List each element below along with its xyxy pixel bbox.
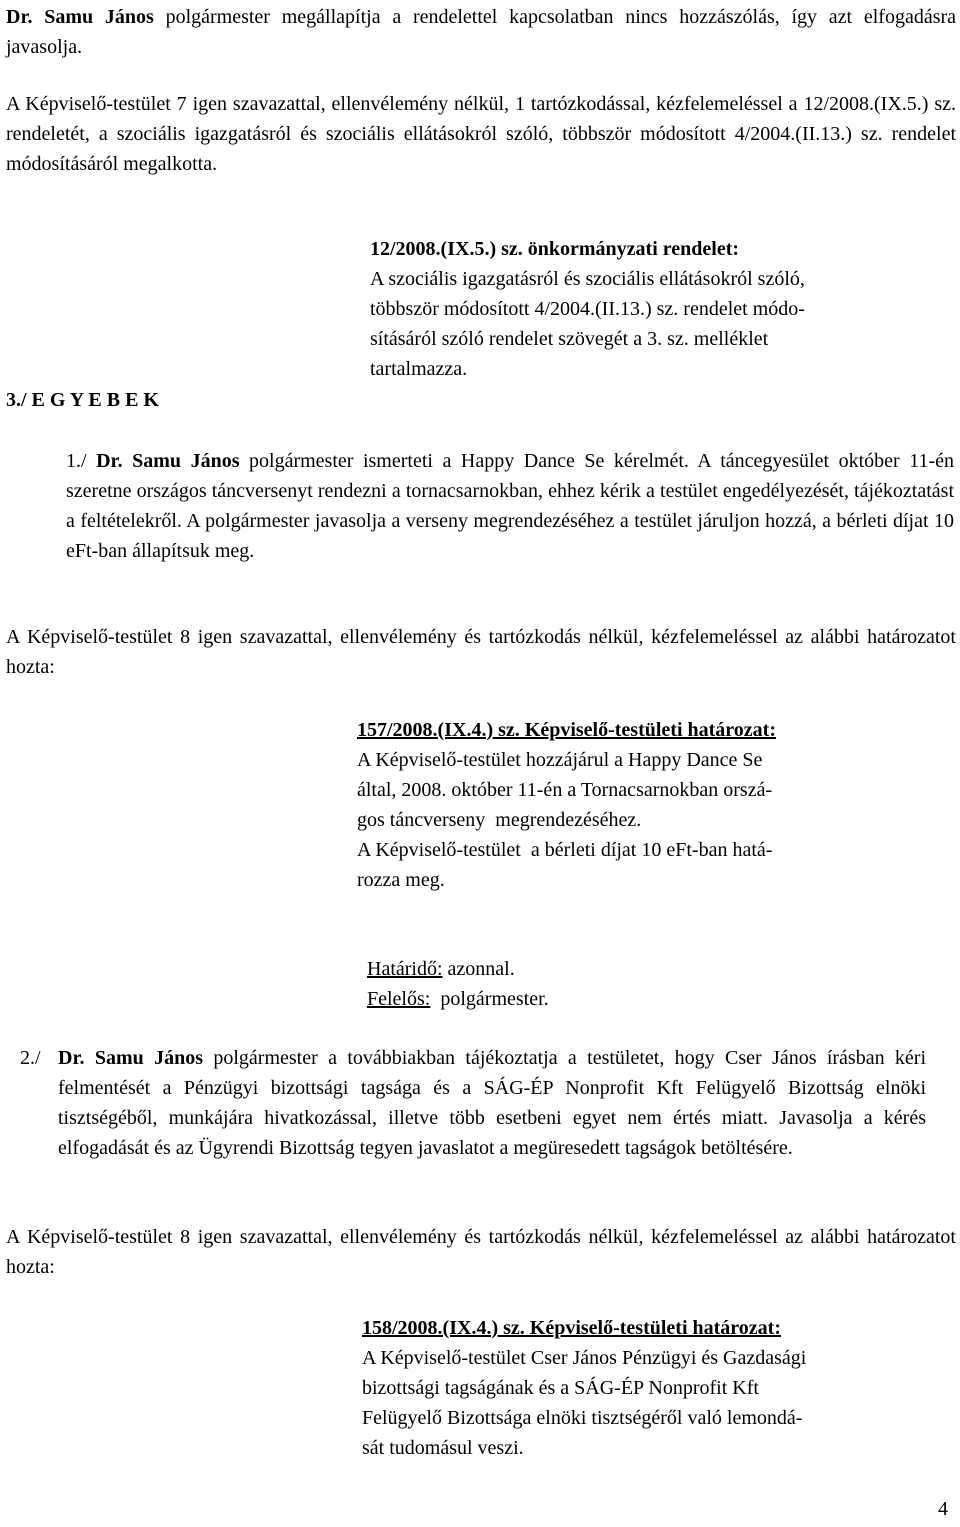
mayor-name: Samu János [84,1047,203,1069]
resolution-line: A Képviselő-testület Cser János Pénzügyi és Gazdasági [362,1347,807,1369]
paragraph-text: polgármester megállapítja a rendelettel kapcsolatban nincs hozzászólás, így azt elfogadásra javasolja. [6,6,957,58]
paragraph-mayor-statement [6,2,956,62]
resolution-line: gos táncverseny megrendezéséhez. [357,809,642,831]
agenda-item-1 [66,446,954,566]
section-heading: 3./ E G Y E B E K [6,389,159,411]
decree-line: többször módosított 4/2004.(II.13.) sz. rendelet módo- [370,298,805,320]
resolution-line: A Képviselő-testület hozzájárul a Happy Dance Se [357,749,763,771]
decree-line: sításáról szóló rendelet szövegét a 3. sz. melléklet [370,328,769,350]
mayor-name: Samu János [122,450,240,472]
deadline-label: Határidő: [367,958,443,980]
mayor-title: Dr. [58,1047,85,1069]
paragraph-text: polgármester a továbbiakban tájékoztatja a testületet, hogy Cser János írásban kéri felmentését a Pénzügyi bizottsági tagsága és a SÁG-ÉP Nonprofit Kft Felügyelő Bizottság elnöki tisztségéből, munkájára hivatkozással, illetve több esetbeni egyet nem értés miatt. Javasolja a kérés elfogadását és az Ügyrendi Bizottság tegyen javaslatot a megüresedett tagságok betöltésére. [58,1047,927,1159]
responsible-label: Felelős: [367,988,431,1010]
resolution-line: Felügyelő Bizottsága elnöki tisztségéről való lemondá- [362,1407,803,1429]
item-number: 2./ [20,1047,46,1069]
paragraph-vote: A Képviselő-testület 8 igen szavazattal, ellenvélemény és tartózkodás nélkül, kézfelemeléssel az alábbi határozatot hozta: [6,1226,956,1278]
resolution-line: bizottsági tagságának és a SÁG-ÉP Nonprofit Kft [362,1377,759,1399]
agenda-item-2-text [58,1043,926,1163]
resolution-158 [362,1313,942,1463]
item-number: 1./ [66,450,97,472]
deadline-value: azonnal. [442,958,515,980]
resolution-title: 157/2008.(IX.4.) sz. Képviselő-testületi határozat: [357,719,777,741]
mayor-title: Dr. [96,450,123,472]
responsible-value: polgármester. [430,988,549,1010]
decree-line: A szociális igazgatásról és szociális ellátásokról szóló, [370,268,805,290]
mayor-name: Dr. Samu János [6,6,154,28]
decree-block [370,234,960,384]
page-number: 4 [938,1498,948,1520]
resolution-line: sát tudomásul veszi. [362,1437,524,1459]
resolution-line: rozza meg. [357,869,445,891]
resolution-title: 158/2008.(IX.4.) sz. Képviselő-testületi határozat: [362,1317,782,1339]
resolution-line: által, 2008. október 11-én a Tornacsarnokban orszá- [357,779,773,801]
resolution-line: A Képviselő-testület a bérleti díjat 10 eFt-ban hatá- [357,839,773,861]
responsible-row [357,954,549,1014]
paragraph-vote-decree: A Képviselő-testület 7 igen szavazattal, ellenvélemény nélkül, 1 tartózkodással, kézfelemeléssel a 12/2008.(IX.5.) sz. rendeletét, a szociális igazgatásról és szociális ellátásokról szóló, többször módosított 4/2004.(II.13.) sz. rendelet módosításáról megalkotta. [6,93,956,175]
resolution-157 [357,715,917,895]
decree-line: tartalmazza. [370,358,468,380]
paragraph-text: polgármester ismerteti a Happy Dance Se kérelmét. A táncegyesület október 11-én szeretne országos táncversenyt rendezni a tornacsarnokban, ehhez kérik a testület engedélyezését, tájékoztatást a feltételekről. A polgármester javasolja a verseny megrendezéséhez a testület járuljon hozzá, a bérleti díjat 10 eFt-ban állapítsuk meg. [66,450,954,562]
decree-title: 12/2008.(IX.5.) sz. önkormányzati rendelet: [370,238,740,260]
paragraph-vote: A Képviselő-testület 8 igen szavazattal, ellenvélemény és tartózkodás nélkül, kézfelemeléssel az alábbi határozatot hozta: [6,626,956,678]
